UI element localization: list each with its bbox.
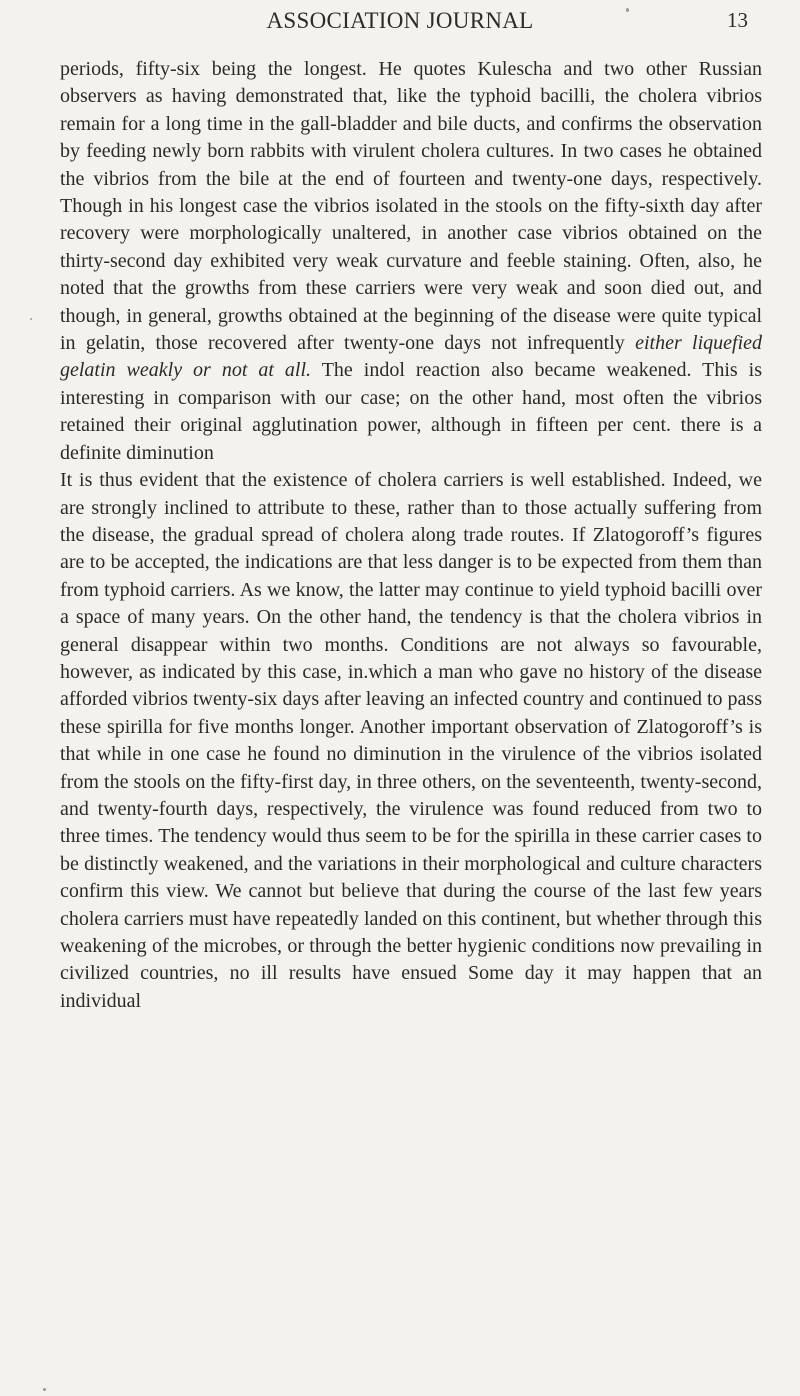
paragraph-1-text-a: periods, fifty-six being the longest. He quotes Kulescha and two other Russian observers as having demonstrated that, like the typhoid bacilli, the cholera vibrios remain for a long time in the gall-bladder and bile ducts, and confirms the observation by feeding newly born rabbits with virulent cholera cultures. In two cases he obtained the vibrios from the bile at the end of fourteen and twenty-one days, respectively. Though in his longest case the vibrios isolated in the stools on the fifty-sixth day after recovery were morphologically unaltered, in another case vibrios obtained on the thirty-second day exhibited very weak curvature and feeble staining. Often, also, he noted that the growths from these carriers were very weak and soon died out, and though, in general, growths obtained at the beginning of the disease were quite typical in gelatin, those recovered after twenty-one days not infrequently <box>60 58 762 355</box>
running-head-title: ASSOCIATION JOURNAL <box>266 8 534 33</box>
paragraph-1-italic-phrase: either liquefied gelatin weakly or not at all. <box>60 332 763 382</box>
paragraph-1-text-b: The indol reaction also became weakened. This is interesting in comparison with our case; on the other hand, most often the vibrios retained their original agglutination power, although in fifteen per cent. there is a definite diminution <box>60 359 762 464</box>
paragraph-1 <box>60 56 762 467</box>
paragraph-2 <box>60 467 762 1015</box>
body-text <box>60 56 762 1015</box>
page-number: 13 <box>727 8 748 32</box>
paper-speck <box>43 1388 46 1391</box>
paper-speck <box>30 318 32 320</box>
paragraph-2-text: It is thus evident that the existence of cholera carriers is well established. Indeed, we are strongly inclined to attribute to these, rather than to those actually suffering from the disease, the gradual spread of cholera along trade routes. If Zlatogoroff’s figures are to be accepted, the indications are that less danger is to be expected from them than from typhoid carriers. As we know, the latter may continue to yield typhoid bacilli over a space of many years. On the other hand, the tendency is that the cholera vibrios in general disappear within two months. Conditions are not always so favourable, however, as indicated by this case, in.which a man who gave no history of the disease afforded vibrios twenty-six days after leaving an infected country and continued to pass these spirilla for five months longer. Another important observation of Zlatogoroff’s is that while in one case he found no diminution in the virulence of the vibrios isolated from the stools on the fifty-first day, in three others, on the seventeenth, twenty-second, and twenty-fourth days, respectively, the virulence was found reduced from two to three times. The tendency would thus seem to be for the spirilla in these carrier cases to be distinctly weakened, and the variations in their morphological and culture characters confirm this view. We cannot but believe that during the course of the last few years cholera carriers must have repeatedly landed on this continent, but whether through this weakening of the microbes, or through the better hygienic conditions now prevailing in civilized countries, no ill results have ensued Some day it may happen that an individual <box>60 469 762 1012</box>
paper-speck <box>626 8 629 12</box>
